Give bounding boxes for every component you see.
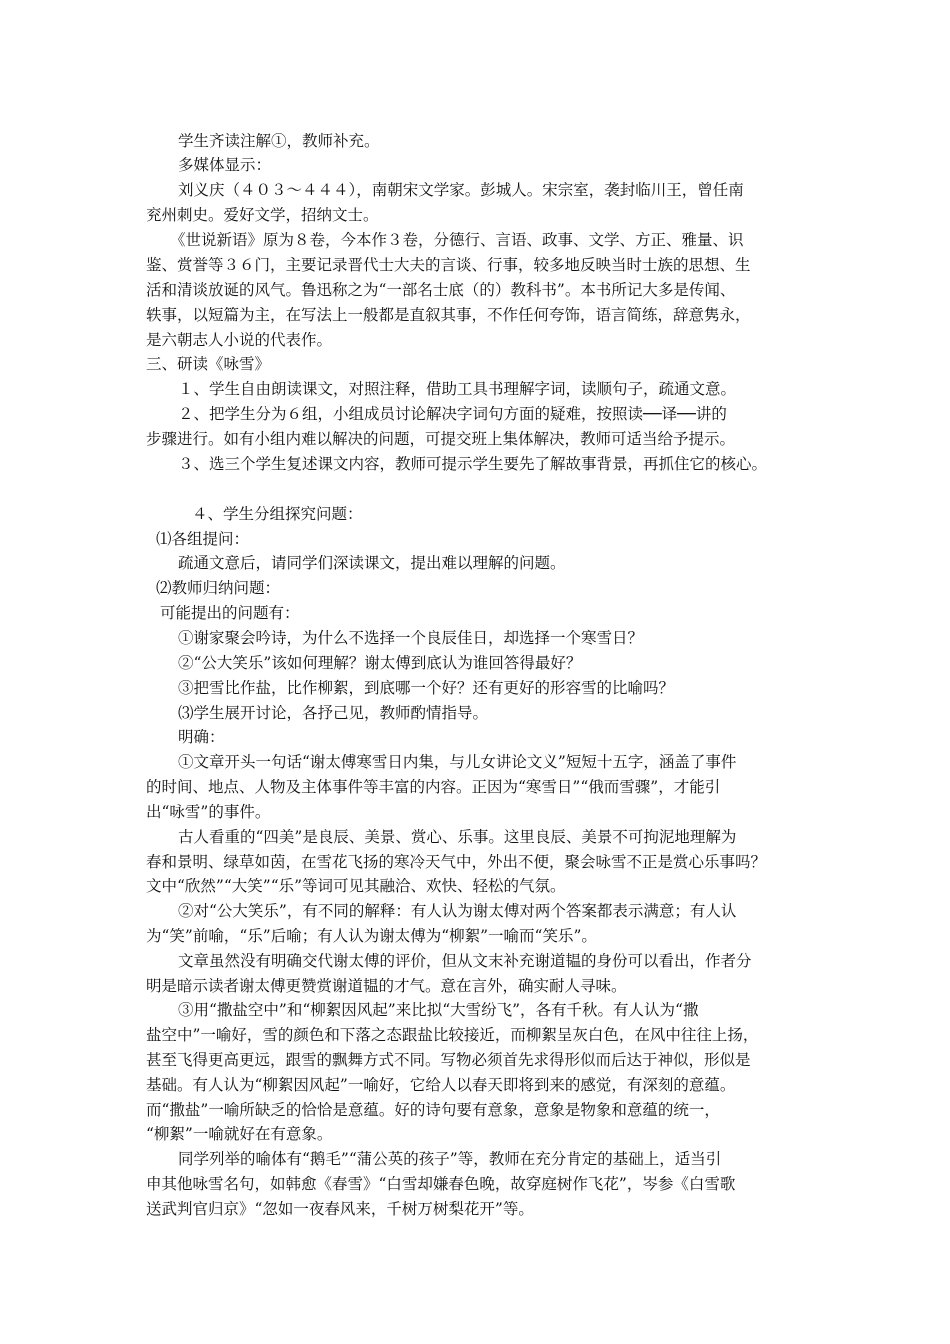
text-line: 文中“欣然”“大笑”“乐”等词可见其融洽、欢快、轻松的气氛。 xyxy=(146,877,566,895)
text-line: ③把雪比作盐，比作柳絮，到底哪一个好？还有更好的形容雪的比喻吗？ xyxy=(178,679,675,697)
text-line: ２、把学生分为６组，小组成员讨论解决字词句方面的疑难，按照读──译──讲的 xyxy=(178,405,727,423)
text-line: 文章虽然没有明确交代谢太傅的评价，但从文末补充谢道韫的身份可以看出，作者分 xyxy=(178,952,752,970)
section-heading: 三、研读《咏雪》 xyxy=(146,355,271,373)
text-line: １、学生自由朗读课文，对照注释，借助工具书理解字词，读顺句子，疏通文意。 xyxy=(178,380,737,398)
text-line: 春和景明、绿草如茵，在雪花飞扬的寒冷天气中，外出不便，聚会咏雪不正是赏心乐事吗？ xyxy=(146,853,767,871)
text-line: 为“笑”前喻，“乐”后喻；有人认为谢太傅为“柳絮”一喻而“笑乐”。 xyxy=(146,927,597,945)
text-line: 明是暗示读者谢太傅更赞赏谢道韫的才气。意在言外，确实耐人寻味。 xyxy=(146,977,627,995)
text-line: 的时间、地点、人物及主体事件等丰富的内容。正因为“寒雪日”“俄而雪骤”，才能引 xyxy=(146,778,721,796)
text-line: ⑶学生展开讨论，各抒己见，教师酌情指导。 xyxy=(178,704,489,722)
text-line: 多媒体显示： xyxy=(178,156,272,174)
text-line: ４、学生分组探究问题： xyxy=(192,505,363,523)
text-line: ３、选三个学生复述课文内容，教师可提示学生要先了解故事背景，再抓住它的核心。 xyxy=(178,455,768,473)
text-line: 《世说新语》原为８卷，今本作３卷，分德行、言语、政事、文学、方正、雅量、识 xyxy=(170,231,744,249)
text-line: 轶事，以短篇为主，在写法上一般都是直叙其事，不作任何夸饰，语言简练，辞意隽永， xyxy=(146,306,751,324)
text-line: 甚至飞得更高更远，跟雪的飘舞方式不同。写物必须首先求得形似而后达于神似，形似是 xyxy=(146,1051,751,1069)
text-line: 兖州刺史。爱好文学，招纳文士。 xyxy=(146,206,379,224)
text-line: 刘义庆（４０３～４４４），南朝宋文学家。彭城人。宋宗室，袭封临川王，曾任南 xyxy=(178,181,744,199)
text-line: 活和清谈放诞的风气。鲁迅称之为“一部名士底（的）教科书”。本书所记大多是传闻、 xyxy=(146,281,736,299)
text-line: 基础。有人认为“柳絮因风起”一喻好，它给人以春天即将到来的感觉，有深刻的意蕴。 xyxy=(146,1076,736,1094)
text-line: 盐空中”一喻好，雪的颜色和下落之态跟盐比较接近，而柳絮呈灰白色，在风中往往上扬， xyxy=(146,1026,759,1044)
text-line: ①谢家聚会吟诗，为什么不选择一个良辰佳日，却选择一个寒雪日？ xyxy=(178,629,644,647)
text-line: 出“咏雪”的事件。 xyxy=(146,803,271,821)
text-line: ⑴各组提问： xyxy=(156,530,250,548)
text-line: 同学列举的喻体有“鹅毛”“蒲公英的孩子”等，教师在充分肯定的基础上，适当引 xyxy=(178,1150,722,1168)
text-line: “柳絮”一喻就好在有意象。 xyxy=(146,1125,333,1143)
text-line: 送武判官归京》“忽如一夜春风来，千树万树梨花开”等。 xyxy=(146,1200,534,1218)
text-line: 古人看重的“四美”是良辰、美景、赏心、乐事。这里良辰、美景不可拘泥地理解为 xyxy=(178,828,737,846)
text-line: ②对“公大笑乐”，有不同的解释：有人认为谢太傅对两个答案都表示满意；有人认 xyxy=(178,902,737,920)
text-line: 申其他咏雪名句，如韩愈《春雪》“白雪却嫌春色晚，故穿庭树作飞花”，岑参《白雪歌 xyxy=(146,1175,736,1193)
text-line: 可能提出的问题有： xyxy=(160,604,300,622)
text-line: ①文章开头一句话“谢太傅寒雪日内集，与儿女讲论文义”短短十五字，涵盖了事件 xyxy=(178,753,737,771)
text-line: 明确： xyxy=(178,728,225,746)
text-line: ③用“撒盐空中”和“柳絮因风起”来比拟“大雪纷飞”，各有千秋。有人认为“撒 xyxy=(178,1001,699,1019)
text-line: 疏通文意后，请同学们深读课文，提出难以理解的问题。 xyxy=(178,554,566,572)
text-line: 是六朝志人小说的代表作。 xyxy=(146,331,333,349)
text-line: ②“公大笑乐”该如何理解？谢太傅到底认为谁回答得最好？ xyxy=(178,654,582,672)
text-line: 步骤进行。如有小组内难以解决的问题，可提交班上集体解决，教师可适当给予提示。 xyxy=(146,430,736,448)
text-line: 鉴、赏誉等３６门，主要记录晋代士大夫的言谈、行事，较多地反映当时士族的思想、生 xyxy=(146,256,751,274)
text-line: 而“撒盐”一喻所缺乏的恰恰是意蕴。好的诗句要有意象，意象是物象和意蕴的统一， xyxy=(146,1101,720,1119)
text-line: 学生齐读注解①，教师补充。 xyxy=(178,132,380,150)
text-line: ⑵教师归纳问题： xyxy=(156,579,281,597)
